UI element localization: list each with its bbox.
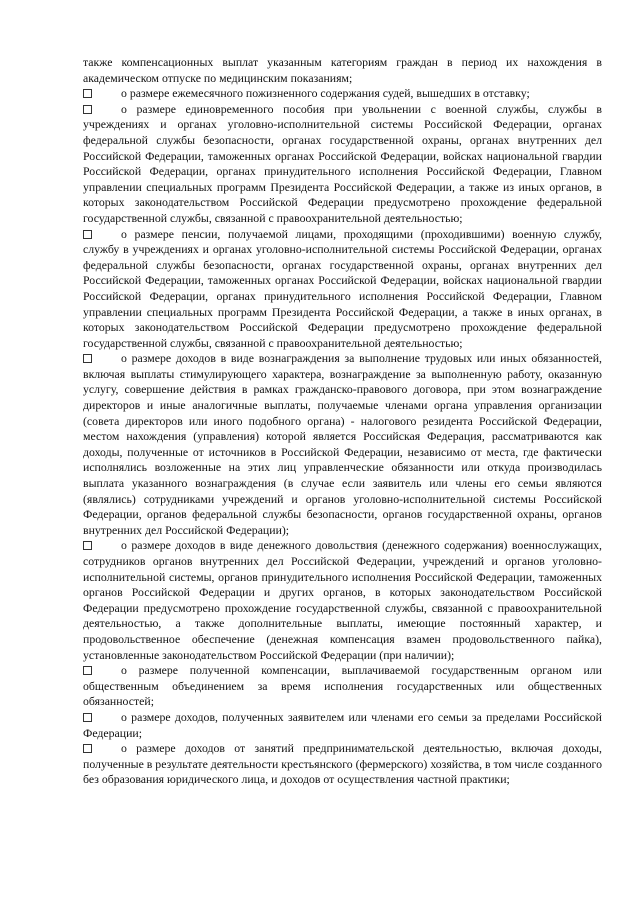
list-item [83,741,602,788]
list-item-text: о размере доходов в виде вознаграждения за выполнение трудовых или иных обязанностей, включая выплаты стимулирующего характера, вознаграждение за выполненную работу, оказанную услугу, совершение действия в рамках гражданско-правового договора, при этом вознаграждение директоров и иные аналогичные выплаты, получаемые членами органа управления организации (совета директоров или иного подобного органа) - налогового резидента Российской Федерации, местом нахождения (управления) которой является Российская Федерация, рассматриваются как доходы, полученные от источников в Российской Федерации, независимо от места, где фактически исполнялись возложенные на этих лиц управленческие обязанности или откуда производилась выплата указанного вознаграждения (в случае если заявитель или члены его семьи являются (являлись) сотрудниками учреждений и органов уголовно-исполнительной системы Российской Федерации, органов федеральной службы безопасности, органов государственной охраны, органов внутренних дел Российской Федерации); [83,351,602,537]
list-item [83,710,602,741]
list-item-text: о размере ежемесячного пожизненного содержания судей, вышедших в отставку; [121,86,530,101]
list-item-text: о размере доходов, полученных заявителем или членами его семьи за пределами Российской Федерации; [83,709,602,740]
checkbox-bullet-icon [83,713,92,722]
list-item [83,538,602,663]
list-item-text: о размере пенсии, получаемой лицами, проходящими (проходившими) военную службу, службу в учреждениях и органах уголовно-исполнительной системы Российской Федерации, органах федеральной службы безопасности, органах государственной охраны, органах внутренних дел Российской Федерации, таможенных органах Российской Федерации, войсках национальной гвардии Российской Федерации, органах принудительного исполнения Российской Федерации, Главном управлении специальных программ Президента Российской Федерации, а также в иных органах, в которых законодательством Российской Федерации предусмотрено прохождение федеральной государственной службы, связанной с правоохранительной деятельностью; [83,226,602,350]
checkbox-bullet-icon [83,666,92,675]
checkbox-bullet-icon [83,105,92,114]
checkbox-bullet-icon [83,230,92,239]
list-item [83,663,602,710]
list-item-text: о размере доходов от занятий предпринимательской деятельностью, включая доходы, полученные в результате деятельности крестьянского (фермерского) хозяйства, в том числе созданного без образования юридического лица, и доходов от осуществления частной практики; [83,741,602,787]
checkbox-bullet-icon [83,354,92,363]
list-item [83,86,602,102]
list-item-text: о размере доходов в виде денежного довольствия (денежного содержания) военнослужащих, сотрудников органов внутренних дел Российской Федерации, учреждений и органов уголовно-исполнительной системы, органов принудительного исполнения Российской Федерации, таможенных органов Российской Федерации и других органов, в которых законодательством Российской Федерации предусмотрено прохождение государственной службы, связанной с правоохранительной деятельностью, а также дополнительные выплаты, имеющие постоянный характер, и продовольственное обеспечение (денежная компенсация взамен продовольственного пайка), установленные законодательством Российской Федерации (при наличии); [83,538,602,662]
list-item [83,351,602,538]
list-item [83,227,602,352]
list-item-text: о размере полученной компенсации, выплачиваемой государственным органом или общественным объединением за время исполнения государственных или общественных обязанностей; [83,663,602,709]
list-item [83,102,602,227]
list-item-text: о размере единовременного пособия при увольнении с военной службы, службы в учреждениях и органах уголовно-исполнительной системы Российской Федерации, органах федеральной службы безопасности, органах государственной охраны, органах внутренних дел Российской Федерации, таможенных органах Российской Федерации, войсках национальной гвардии Российской Федерации, органах принудительного исполнения Российской Федерации, Главном управлении специальных программ Президента Российской Федерации, а также из иных органов, в которых законодательством Российской Федерации предусмотрено прохождение федеральной государственной службы, связанной с правоохранительной деятельностью; [83,101,602,225]
checkbox-bullet-icon [83,744,92,753]
intro-paragraph: также компенсационных выплат указанным категориям граждан в период их нахождения в академическом отпуске по медицинским показаниям; [83,55,602,85]
checkbox-bullet-icon [83,541,92,550]
checkbox-bullet-icon [83,89,92,98]
document-page [83,55,602,788]
